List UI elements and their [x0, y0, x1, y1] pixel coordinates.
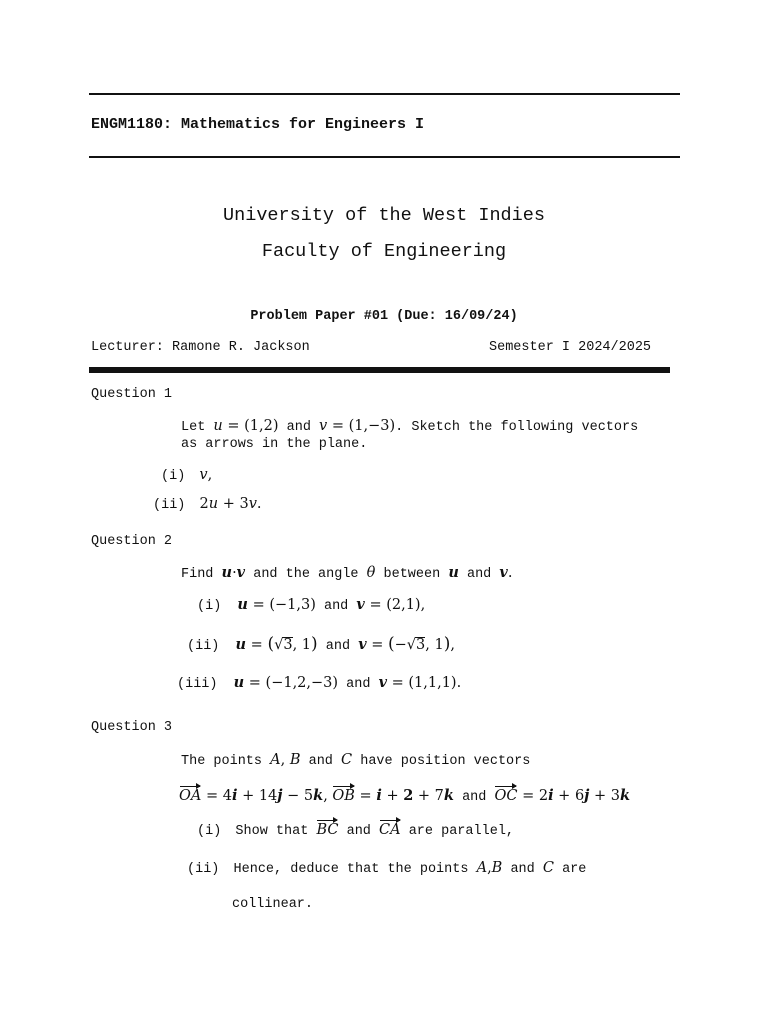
- question-3-part-ii: (ii) Hence, deduce that the points A,B and C are: [187, 860, 587, 877]
- question-1-part-i: (i) v,: [161, 467, 213, 484]
- course-title: ENGM1180: Mathematics for Engineers I: [91, 116, 425, 133]
- question-2-heading: Question 2: [91, 534, 173, 549]
- top-rule: [89, 93, 680, 95]
- lecturer-line: Lecturer: Ramone R. Jackson: [91, 340, 310, 355]
- header-rule: [89, 156, 680, 158]
- semester-line: Semester I 2024/2025: [489, 340, 652, 355]
- question-2-intro: Find u·v and the angle θ between u and v.: [181, 564, 513, 582]
- question-2-part-ii: (ii) u = (√3, 1) and v = (−√3, 1),: [187, 634, 455, 654]
- question-1-intro: Let u = (1,2) and v = (1,−3). Sketch the following vectors: [181, 418, 639, 435]
- question-3-intro: The points A, B and C have position vectors: [181, 752, 531, 769]
- question-1-part-ii: (ii) 2u + 3v.: [153, 496, 262, 513]
- faculty-name: Faculty of Engineering: [261, 241, 507, 262]
- question-2-part-iii: (iii) u = (−1,2,−3) and v = (1,1,1).: [177, 674, 462, 692]
- thick-rule: [89, 367, 670, 373]
- question-2-part-i: (i) u = (−1,3) and v = (2,1),: [197, 596, 426, 614]
- question-3-heading: Question 3: [91, 720, 173, 735]
- university-name: University of the West Indies: [223, 205, 545, 226]
- question-1-intro-line2: as arrows in the plane.: [181, 437, 368, 452]
- question-1-heading: Question 1: [91, 387, 173, 402]
- paper-title: Problem Paper #01 (Due: 16/09/24): [250, 309, 518, 324]
- question-3-part-i: (i) Show that BC and CA are parallel,: [197, 822, 515, 839]
- question-3-vectors: OA = 4i + 14j − 5k, OB = i + 2 + 7k and OC = 2i + 6j + 3k: [179, 787, 631, 805]
- question-3-part-ii-line2: collinear.: [232, 897, 314, 912]
